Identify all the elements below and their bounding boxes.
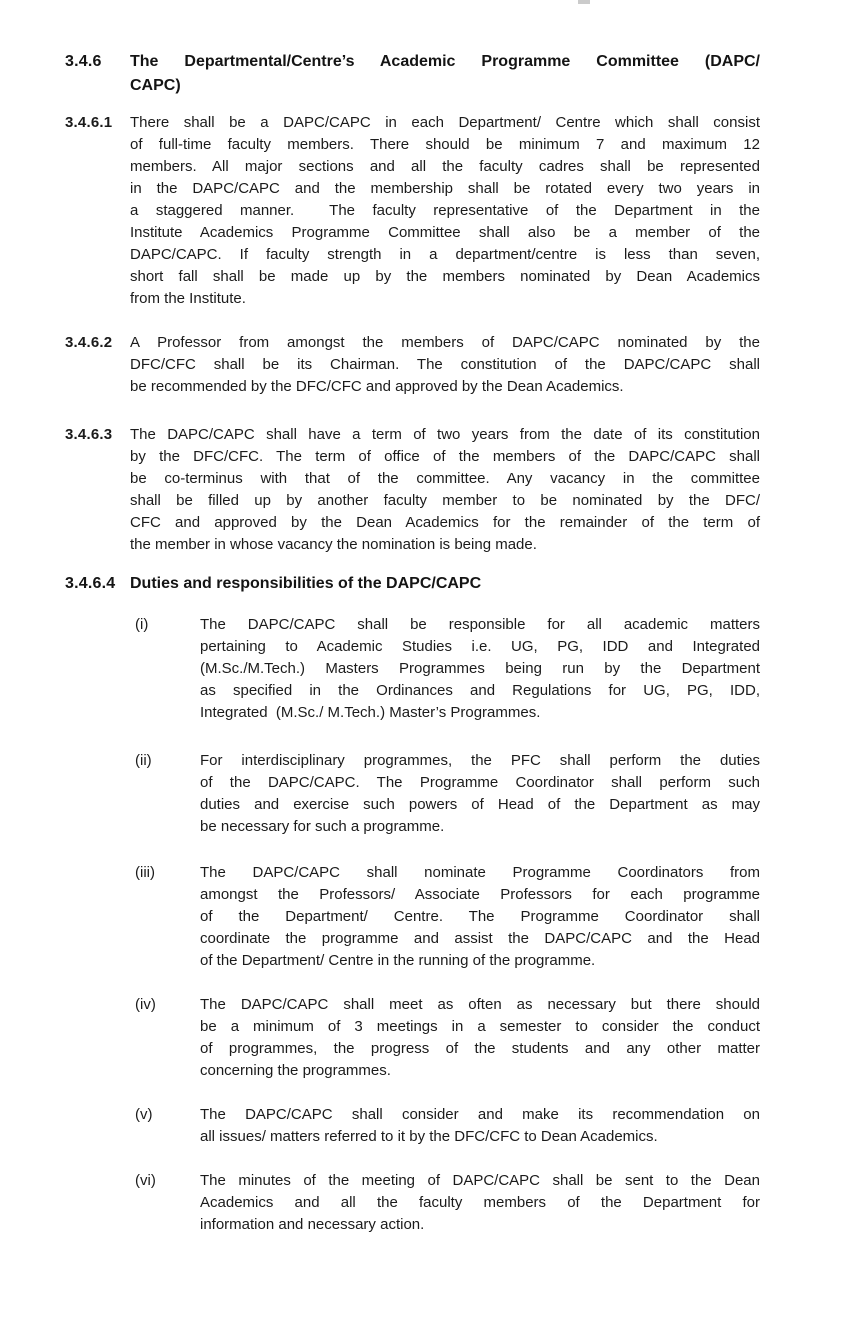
item-paragraph [200, 750, 760, 838]
text-line: DFC/CFC shall be its Chairman. The constitution of the DAPC/CAPC shall [130, 356, 760, 373]
section-3-4-6-2 [65, 332, 760, 398]
section-paragraph [130, 424, 760, 556]
text-line: shall be filled up by another faculty member to be nominated by the DFC/ [130, 492, 760, 509]
text-line: The DAPC/CAPC shall meet as often as necessary but there should [200, 996, 760, 1013]
text-line: CAPC) [130, 77, 181, 94]
text-line: Duties and responsibilities of the DAPC/CAPC [130, 575, 482, 592]
text-line: from the Institute. [130, 290, 246, 307]
section-heading-text [130, 50, 760, 98]
text-line: the member in whose vacancy the nomination is being made. [130, 536, 537, 553]
text-line: concerning the programmes. [200, 1062, 391, 1079]
text-line: For interdisciplinary programmes, the PFC shall perform the duties [200, 752, 760, 769]
section-number: 3.4.6.2 [65, 334, 113, 351]
text-line: Integrated (M.Sc./ M.Tech.) Master’s Programmes. [200, 704, 541, 721]
text-line: The DAPC/CAPC shall have a term of two years from the date of its constitution [130, 426, 760, 443]
text-line: of programmes, the progress of the students and any other matter [200, 1040, 760, 1057]
text-line: amongst the Professors/ Associate Professors for each programme [200, 886, 760, 903]
item-numeral: (iv) [135, 996, 156, 1013]
list-item-iv [130, 994, 760, 1082]
text-line: duties and exercise such powers of Head of the Department as may [200, 796, 760, 813]
text-line: The DAPC/CAPC shall be responsible for all academic matters [200, 616, 760, 633]
item-paragraph [200, 994, 760, 1082]
section-number: 3.4.6.3 [65, 426, 113, 443]
scan-artifact [578, 0, 590, 4]
text-line: of the Department/ Centre. The Programme Coordinator shall [200, 908, 760, 925]
text-line: as specified in the Ordinances and Regulations for UG, PG, IDD, [200, 682, 760, 699]
section-number: 3.4.6 [65, 53, 102, 70]
list-item-iii [130, 862, 760, 972]
text-line: The Departmental/Centre’s Academic Programme Committee (DAPC/ [130, 53, 760, 70]
section-heading-text [130, 572, 760, 596]
section-3-4-6-4 [65, 572, 760, 596]
list-item-vi [130, 1170, 760, 1236]
text-line: The DAPC/CAPC shall consider and make its recommendation on [200, 1106, 760, 1123]
text-line: by the DFC/CFC. The term of office of the members of the DAPC/CAPC shall [130, 448, 760, 465]
item-numeral: (iii) [135, 864, 155, 881]
item-paragraph [200, 1170, 760, 1236]
section-paragraph [130, 332, 760, 398]
item-paragraph [200, 614, 760, 724]
text-line: of the Department/ Centre in the running of the programme. [200, 952, 596, 969]
item-numeral: (v) [135, 1106, 153, 1123]
item-numeral: (vi) [135, 1172, 156, 1189]
item-paragraph [200, 1104, 760, 1148]
text-line: of the DAPC/CAPC. The Programme Coordinator shall perform such [200, 774, 760, 791]
list-item-v [130, 1104, 760, 1148]
text-line: in the DAPC/CAPC and the membership shall be rotated every two years in [130, 180, 760, 197]
item-numeral: (i) [135, 616, 149, 633]
text-line: (M.Sc./M.Tech.) Masters Programmes being run by the Department [200, 660, 760, 677]
text-line: coordinate the programme and assist the DAPC/CAPC and the Head [200, 930, 760, 947]
text-line: pertaining to Academic Studies i.e. UG, PG, IDD and Integrated [200, 638, 760, 655]
section-number: 3.4.6.4 [65, 575, 116, 592]
text-line: There shall be a DAPC/CAPC in each Department/ Centre which shall consist [130, 114, 760, 131]
section-number: 3.4.6.1 [65, 114, 113, 131]
text-line: Institute Academics Programme Committee shall also be a member of the [130, 224, 760, 241]
text-line: DAPC/CAPC. If faculty strength in a department/centre is less than seven, [130, 246, 760, 263]
text-line: be necessary for such a programme. [200, 818, 445, 835]
list-item-i [130, 614, 760, 724]
text-line: Academics and all the faculty members of the Department for [200, 1194, 760, 1211]
text-line: members. All major sections and all the faculty cadres shall be represented [130, 158, 760, 175]
text-line: be a minimum of 3 meetings in a semester to consider the conduct [200, 1018, 760, 1035]
item-paragraph [200, 862, 760, 972]
text-line: be co-terminus with that of the committee. Any vacancy in the committee [130, 470, 760, 487]
section-3-4-6-3 [65, 424, 760, 556]
text-line: The minutes of the meeting of DAPC/CAPC shall be sent to the Dean [200, 1172, 760, 1189]
text-line: all issues/ matters referred to it by the DFC/CFC to Dean Academics. [200, 1128, 658, 1145]
section-3-4-6 [65, 50, 760, 98]
text-line: information and necessary action. [200, 1216, 425, 1233]
text-line: short fall shall be made up by the members nominated by Dean Academics [130, 268, 760, 285]
text-line: The DAPC/CAPC shall nominate Programme Coordinators from [200, 864, 760, 881]
text-line: be recommended by the DFC/CFC and approved by the Dean Academics. [130, 378, 624, 395]
text-line: a staggered manner. The faculty representative of the Department in the [130, 202, 760, 219]
section-3-4-6-1 [65, 112, 760, 310]
text-line: CFC and approved by the Dean Academics for the remainder of the term of [130, 514, 760, 531]
text-line: A Professor from amongst the members of DAPC/CAPC nominated by the [130, 334, 760, 351]
text-line: of full-time faculty members. There should be minimum 7 and maximum 12 [130, 136, 760, 153]
item-numeral: (ii) [135, 752, 152, 769]
list-item-ii [130, 750, 760, 838]
section-paragraph [130, 112, 760, 310]
